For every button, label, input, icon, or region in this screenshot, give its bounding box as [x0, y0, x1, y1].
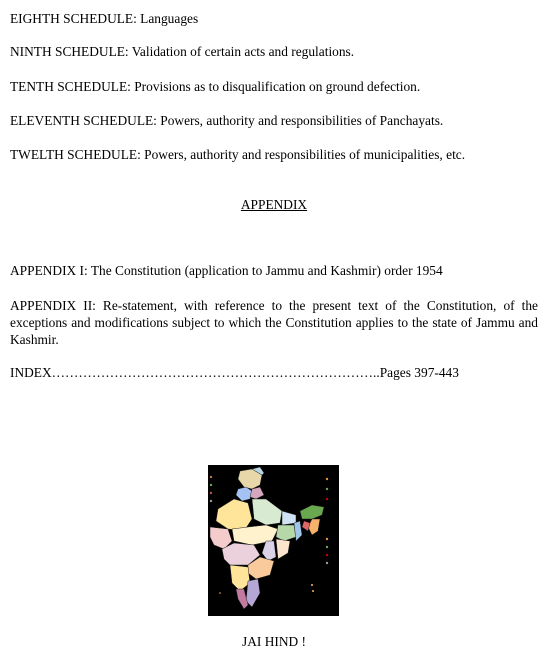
appendix-two: APPENDIX II: Re-statement, with reference to the present text of the Constitution, of the exceptions and modifications subject to which the Constitution applies to the state of Jammu and Kashmir. [10, 298, 538, 347]
schedule-tenth: TENTH SCHEDULE: Provisions as to disqualification on ground defection. [10, 79, 421, 94]
schedule-eighth: EIGHTH SCHEDULE: Languages [10, 11, 199, 26]
appendix-heading [0, 197, 548, 213]
india-map-icon [208, 465, 339, 616]
schedule-ninth: NINTH SCHEDULE: Validation of certain acts and regulations. [10, 44, 355, 59]
index-line: INDEX………………………………………………………………..Pages 397-443 [10, 365, 459, 380]
closing-text: JAI HIND ! [242, 634, 306, 649]
appendix-heading-text: APPENDIX [240, 197, 308, 212]
india-map-image [208, 465, 339, 616]
schedule-eleventh: ELEVENTH SCHEDULE: Powers, authority and responsibilities of Panchayats. [10, 113, 444, 128]
schedule-twelfth: TWELTH SCHEDULE: Powers, authority and responsibilities of municipalities, etc. [10, 147, 466, 162]
appendix-one: APPENDIX I: The Constitution (application to Jammu and Kashmir) order 1954 [10, 263, 443, 278]
